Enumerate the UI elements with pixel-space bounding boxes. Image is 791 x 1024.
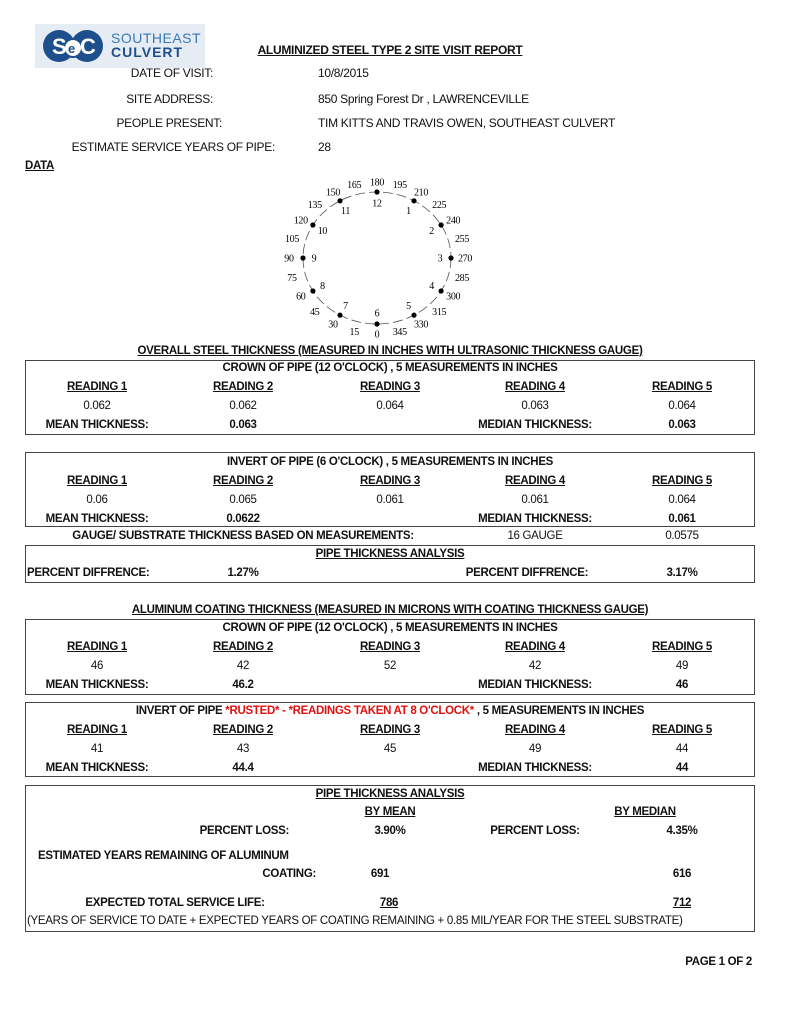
hour-label: 1: [406, 205, 411, 217]
reading-value: 49: [528, 743, 542, 755]
hour-label: 10: [317, 226, 328, 237]
coating-analysis-heading: PIPE THICKNESS ANALYSIS: [315, 788, 465, 800]
hour-point: [337, 198, 342, 203]
pipe-clock-diagram: [270, 175, 490, 340]
median-label: MEDIAN THICKNESS:: [478, 419, 592, 431]
mean-label: MEAN THICKNESS:: [45, 679, 149, 691]
reading-value: 44: [675, 743, 689, 755]
by-median-header: BY MEDIAN: [614, 806, 676, 818]
service-life-median: 712: [672, 897, 692, 909]
degree-label: 60: [296, 291, 306, 303]
hour-label: 5: [406, 301, 411, 313]
hour-point: [438, 222, 443, 227]
percent-difference-label: PERCENT DIFFRENCE:: [27, 567, 150, 579]
mean-value: 0.0622: [226, 513, 260, 525]
mean-value: 44.4: [232, 762, 254, 774]
service-life-note: (YEARS OF SERVICE TO DATE + EXPECTED YEARS OF COATING REMAINING + 0.85 MIL/YEAR FOR THE STEEL SUBSTRATE): [27, 915, 683, 927]
logo-text-culvert: CULVERT: [111, 44, 184, 60]
degree-label: 90: [284, 253, 294, 265]
reading-value: 0.064: [668, 400, 696, 412]
percent-loss-median: 4.35%: [666, 825, 698, 837]
median-label: MEDIAN THICKNESS:: [478, 679, 592, 691]
reading-header: READING 2: [213, 724, 273, 736]
reading-value: 0.065: [229, 494, 257, 506]
page-number: PAGE 1 OF 2: [685, 956, 752, 968]
hour-point: [411, 198, 416, 203]
svg-text:C: C: [80, 34, 96, 59]
hour-point: [300, 255, 305, 260]
reading-header: READING 1: [67, 475, 127, 487]
hour-point: [337, 313, 342, 318]
svg-text:e: e: [68, 41, 75, 56]
reading-header: READING 1: [67, 641, 127, 653]
degree-label: 75: [287, 273, 297, 285]
reading-header: READING 4: [505, 641, 565, 653]
mean-label: MEAN THICKNESS:: [45, 762, 149, 774]
reading-header: READING 5: [652, 641, 712, 653]
gauge-value: 16 GAUGE: [507, 530, 563, 542]
reading-header: READING 5: [652, 724, 712, 736]
hour-label: 9: [311, 253, 317, 265]
table-heading: INVERT OF PIPE (6 O'CLOCK) , 5 MEASUREMENTS IN INCHES: [226, 456, 554, 468]
reading-value: 41: [90, 743, 104, 755]
report-title: ALUMINIZED STEEL TYPE 2 SITE VISIT REPORT: [257, 43, 523, 57]
heading-text: , 5 MEASUREMENTS IN INCHES: [473, 705, 645, 717]
table-heading: CROWN OF PIPE (12 O'CLOCK) , 5 MEASUREMENTS IN INCHES: [222, 362, 558, 374]
info-value: 28: [318, 140, 331, 154]
reading-value: 0.064: [376, 400, 404, 412]
percent-loss-mean: 3.90%: [374, 825, 406, 837]
info-label: DATE OF VISIT:: [130, 66, 213, 80]
reading-header: READING 1: [67, 724, 127, 736]
info-label: SITE ADDRESS:: [126, 92, 213, 106]
median-value: 46: [675, 679, 689, 691]
info-value: 10/8/2015: [318, 66, 369, 80]
reading-header: READING 3: [360, 475, 420, 487]
pipe-circle: [303, 192, 451, 324]
reading-header: READING 2: [213, 381, 273, 393]
hour-point: [438, 288, 443, 293]
reading-header: READING 2: [213, 475, 273, 487]
hour-point: [310, 288, 315, 293]
reading-header: READING 3: [360, 641, 420, 653]
data-heading: DATA: [25, 160, 55, 172]
reading-value: 42: [236, 660, 250, 672]
mean-label: MEAN THICKNESS:: [45, 419, 149, 431]
rusted-note: *RUSTED* - *READINGS TAKEN AT 8 O'CLOCK*: [225, 705, 474, 717]
hour-label: 2: [429, 226, 434, 237]
reading-header: READING 4: [505, 724, 565, 736]
info-value: TIM KITTS AND TRAVIS OWEN, SOUTHEAST CULVERT: [318, 116, 616, 130]
info-value: 850 Spring Forest Dr , LAWRENCEVILLE: [318, 92, 529, 106]
degree-label: 15: [349, 326, 359, 338]
coating-invert-heading: [136, 704, 644, 718]
reading-value: 52: [383, 660, 397, 672]
degree-label: 270: [457, 253, 473, 265]
hour-label: 7: [343, 301, 348, 313]
degree-label: 240: [446, 215, 461, 227]
degree-label: 30: [328, 319, 338, 331]
reading-value: 43: [236, 743, 250, 755]
reading-header: READING 2: [213, 641, 273, 653]
degree-label: 300: [446, 291, 461, 303]
reading-value: 49: [675, 660, 689, 672]
steel-section-title: OVERALL STEEL THICKNESS (MEASURED IN INCHES WITH ULTRASONIC THICKNESS GAUGE): [137, 345, 643, 357]
reading-header: READING 5: [652, 381, 712, 393]
degree-label: 135: [307, 199, 322, 211]
logo-text-southeast: SOUTHEAST: [111, 30, 202, 46]
median-label: MEDIAN THICKNESS:: [478, 513, 592, 525]
degree-label: 330: [413, 319, 429, 331]
reading-header: READING 1: [67, 381, 127, 393]
degree-label: 195: [392, 180, 407, 192]
degree-label: 165: [347, 180, 362, 192]
southeast-culvert-logo: [35, 24, 205, 68]
reading-value: 0.063: [521, 400, 549, 412]
degree-label: 45: [310, 307, 320, 319]
reading-value: 45: [383, 743, 397, 755]
hour-point: [411, 313, 416, 318]
degree-label: 210: [413, 187, 429, 199]
percent-difference-crown: 1.27%: [227, 567, 259, 579]
hour-label: 4: [429, 281, 434, 292]
hour-point: [374, 321, 379, 326]
mean-value: 46.2: [232, 679, 254, 691]
reading-header: READING 3: [360, 381, 420, 393]
reading-value: 0.064: [668, 494, 696, 506]
hour-point: [448, 255, 453, 260]
steel-analysis-heading: PIPE THICKNESS ANALYSIS: [315, 548, 465, 560]
reading-header: READING 5: [652, 475, 712, 487]
hour-point: [310, 222, 315, 227]
degree-label: 150: [325, 187, 341, 199]
svg-text:S: S: [52, 34, 67, 59]
median-label: MEDIAN THICKNESS:: [478, 762, 592, 774]
degree-label: 255: [454, 233, 470, 245]
percent-loss-label: PERCENT LOSS:: [199, 825, 289, 837]
hour-label: 3: [437, 253, 443, 265]
mean-value: 0.063: [229, 419, 257, 431]
table-heading: CROWN OF PIPE (12 O'CLOCK) , 5 MEASUREMENTS IN INCHES: [222, 622, 558, 634]
reading-value: 46: [90, 660, 104, 672]
info-label: ESTIMATE SERVICE YEARS OF PIPE:: [71, 140, 275, 154]
coating-section-title: ALUMINUM COATING THICKNESS (MEASURED IN MICRONS WITH COATING THICKNESS GAUGE): [131, 604, 649, 616]
median-value: 44: [675, 762, 689, 774]
median-value: 0.061: [668, 513, 696, 525]
hour-label: 8: [320, 281, 325, 292]
degree-label: 180: [369, 177, 385, 189]
degree-label: 105: [284, 233, 300, 245]
service-life-label: EXPECTED TOTAL SERVICE LIFE:: [85, 897, 265, 909]
info-label: PEOPLE PRESENT:: [116, 116, 222, 130]
years-remaining-label: ESTIMATED YEARS REMAINING OF ALUMINUM: [38, 850, 289, 862]
percent-difference-invert: 3.17%: [666, 567, 698, 579]
hour-label: 6: [374, 308, 380, 320]
hour-label: 12: [372, 198, 382, 210]
percent-loss-label: PERCENT LOSS:: [490, 825, 580, 837]
years-remaining-mean: 691: [370, 868, 390, 880]
reading-value: 0.061: [521, 494, 549, 506]
hour-point: [374, 189, 379, 194]
hour-label: 11: [340, 205, 351, 217]
mean-label: MEAN THICKNESS:: [45, 513, 149, 525]
degree-label: 0: [374, 329, 380, 340]
reading-value: 0.061: [376, 494, 404, 506]
heading-text: INVERT OF PIPE: [135, 705, 226, 717]
reading-header: READING 4: [505, 381, 565, 393]
degree-label: 345: [392, 326, 407, 338]
gauge-label: GAUGE/ SUBSTRATE THICKNESS BASED ON MEASUREMENTS:: [72, 530, 414, 542]
gauge-thickness: 0.0575: [665, 530, 699, 542]
degree-label: 315: [432, 307, 447, 319]
median-value: 0.063: [668, 419, 696, 431]
reading-header: READING 4: [505, 475, 565, 487]
service-life-mean: 786: [379, 897, 399, 909]
degree-label: 225: [432, 199, 447, 211]
years-remaining-label-cont: COATING:: [262, 868, 316, 880]
by-mean-header: BY MEAN: [364, 806, 416, 818]
degree-label: 120: [293, 215, 308, 227]
reading-value: 0.062: [83, 400, 111, 412]
reading-value: 42: [528, 660, 542, 672]
reading-header: READING 3: [360, 724, 420, 736]
years-remaining-median: 616: [672, 868, 692, 880]
reading-value: 0.062: [229, 400, 257, 412]
percent-difference-label: PERCENT DIFFRENCE:: [465, 567, 589, 579]
reading-value: 0.06: [86, 494, 108, 506]
degree-label: 285: [454, 273, 470, 285]
